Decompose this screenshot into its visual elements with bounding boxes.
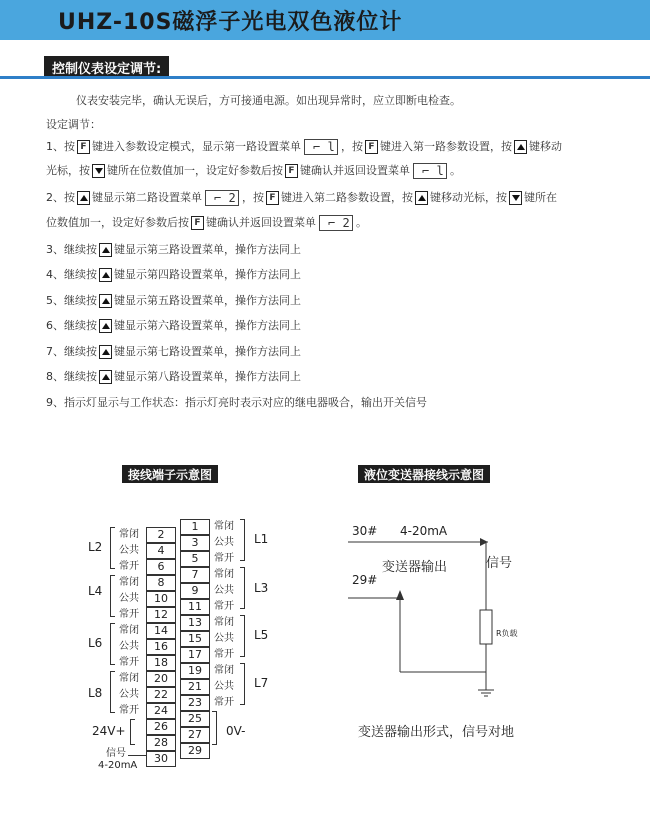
terminal-8: 8	[146, 575, 176, 591]
terminal-10: 10	[146, 591, 176, 607]
relay-label-no: 常开	[214, 697, 234, 708]
relay-label-no: 常开	[214, 553, 234, 564]
step-4: 4、继续按 键显示第四路设置菜单，操作方法同上	[46, 268, 301, 281]
signal-lead	[128, 755, 146, 756]
terminal-26: 26	[146, 719, 176, 735]
up-key-icon	[99, 370, 112, 384]
terminal-30: 30	[146, 751, 176, 767]
group-label-l8: L8	[88, 686, 103, 700]
terminal-29: 29	[180, 743, 210, 759]
relay-label-com: 公共	[119, 641, 139, 652]
signal-range-label: 4-20mA	[98, 760, 138, 771]
up-key-icon	[99, 319, 112, 333]
terminal-24: 24	[146, 703, 176, 719]
step-1-line-1: 1、按 F 键进入参数设定模式，显示第一路设置菜单 ⌐ l ，按 F 键进入第一路参数设置，按 键移动	[46, 140, 562, 154]
relay-label-nc: 常闭	[214, 569, 234, 580]
relay-label-no: 常开	[119, 705, 139, 716]
group-label-l6: L6	[88, 636, 103, 650]
terminal-23: 23	[180, 695, 210, 711]
display-menu-1: ⌐ l	[413, 163, 447, 179]
intro-text: 仪表安装完毕，确认无误后，方可接通电源。如出现异常时，应立即断电检查。	[76, 94, 461, 107]
group-label-l4: L4	[88, 584, 103, 598]
bracket-l5	[240, 615, 245, 657]
relay-label-com: 公共	[119, 545, 139, 556]
terminal-17: 17	[180, 647, 210, 663]
relay-label-nc: 常闭	[214, 617, 234, 628]
relay-label-com: 公共	[119, 689, 139, 700]
section-heading: 控制仪表设定调节:	[44, 56, 169, 76]
transmitter-output-label: 变送器输出	[382, 560, 448, 575]
bracket-l6	[110, 623, 115, 665]
terminal-13: 13	[180, 615, 210, 631]
f-key: F	[365, 140, 378, 154]
relay-label-nc: 常闭	[214, 521, 234, 532]
group-label-l7: L7	[254, 676, 269, 690]
step-2-line-1: 2、按 键显示第二路设置菜单 ⌐ 2 ，按 F 键进入第二路参数设置，按 键移动光标，按 键所在	[46, 191, 557, 205]
bracket-l7	[240, 663, 245, 705]
terminal-28: 28	[146, 735, 176, 751]
relay-label-nc: 常闭	[119, 673, 139, 684]
relay-label-nc: 常闭	[119, 577, 139, 588]
down-key-icon	[509, 191, 522, 205]
terminal-29-label: 29#	[352, 573, 378, 587]
terminal-4: 4	[146, 543, 176, 559]
relay-label-com: 公共	[214, 585, 234, 596]
terminal-14: 14	[146, 623, 176, 639]
up-key-icon	[514, 140, 527, 154]
terminal-2: 2	[146, 527, 176, 543]
relay-label-no: 常开	[119, 561, 139, 572]
current-range-label: 4-20mA	[400, 524, 448, 538]
step-3: 3、继续按 键显示第三路设置菜单，操作方法同上	[46, 243, 301, 256]
up-key-icon	[99, 268, 112, 282]
terminal-21: 21	[180, 679, 210, 695]
relay-label-no: 常开	[119, 657, 139, 668]
display-menu-1: ⌐ l	[304, 139, 338, 155]
bracket-l3	[240, 567, 245, 609]
relay-label-no: 常开	[214, 601, 234, 612]
terminal-12: 12	[146, 607, 176, 623]
terminal-1: 1	[180, 519, 210, 535]
up-key-icon	[77, 191, 90, 205]
f-key: F	[266, 191, 279, 205]
setup-label: 设定调节：	[46, 118, 101, 131]
signal-output-label: 信号	[486, 556, 513, 571]
page-title: UHZ-10S磁浮子光电双色液位计	[58, 10, 403, 35]
load-resistor-label: R负载	[496, 629, 518, 638]
terminal-9: 9	[180, 583, 210, 599]
display-menu-2: ⌐ 2	[205, 190, 239, 206]
down-key-icon	[92, 164, 105, 178]
group-label-l2: L2	[88, 540, 103, 554]
signal-label: 信号	[106, 748, 126, 759]
terminal-30-label: 30#	[352, 524, 378, 538]
relay-label-nc: 常闭	[119, 529, 139, 540]
up-key-icon	[415, 191, 428, 205]
step-7: 7、继续按 键显示第七路设置菜单，操作方法同上	[46, 345, 301, 358]
display-menu-2: ⌐ 2	[319, 215, 353, 231]
bracket-l2	[110, 527, 115, 569]
up-key-icon	[99, 294, 112, 308]
wiring-diagram-title: 接线端子示意图	[122, 465, 218, 483]
relay-label-com: 公共	[119, 593, 139, 604]
group-label-l3: L3	[254, 581, 269, 595]
step-8: 8、继续按 键显示第八路设置菜单，操作方法同上	[46, 370, 301, 383]
bracket-l1	[240, 519, 245, 561]
step-1-line-2: 光标，按 键所在位数值加一，设定好参数后按 F 键确认并返回设置菜单 ⌐ l 。	[46, 164, 461, 178]
terminal-22: 22	[146, 687, 176, 703]
power-plus-label: 24V+	[92, 724, 126, 738]
f-key: F	[285, 164, 298, 178]
terminal-7: 7	[180, 567, 210, 583]
f-key: F	[191, 216, 204, 230]
relay-label-no: 常开	[119, 609, 139, 620]
power-minus-label: 0V-	[226, 724, 246, 738]
terminal-20: 20	[146, 671, 176, 687]
bracket-l4	[110, 575, 115, 617]
transmitter-diagram-title: 液位变送器接线示意图	[358, 465, 490, 483]
terminal-3: 3	[180, 535, 210, 551]
f-key: F	[77, 140, 90, 154]
step-5: 5、继续按 键显示第五路设置菜单，操作方法同上	[46, 294, 301, 307]
terminal-16: 16	[146, 639, 176, 655]
relay-label-nc: 常闭	[214, 665, 234, 676]
up-key-icon	[99, 243, 112, 257]
terminal-27: 27	[180, 727, 210, 743]
up-key-icon	[99, 345, 112, 359]
terminal-19: 19	[180, 663, 210, 679]
terminal-18: 18	[146, 655, 176, 671]
step-6: 6、继续按 键显示第六路设置菜单，操作方法同上	[46, 319, 301, 332]
group-label-l1: L1	[254, 532, 269, 546]
bracket-power-minus	[212, 711, 217, 745]
terminal-5: 5	[180, 551, 210, 567]
terminal-25: 25	[180, 711, 210, 727]
terminal-11: 11	[180, 599, 210, 615]
bracket-l8	[110, 671, 115, 713]
transmitter-circuit	[340, 510, 540, 700]
relay-label-nc: 常闭	[119, 625, 139, 636]
group-label-l5: L5	[254, 628, 269, 642]
transmitter-caption: 变送器输出形式，信号对地	[358, 725, 515, 740]
relay-label-com: 公共	[214, 681, 234, 692]
relay-label-no: 常开	[214, 649, 234, 660]
step-9: 9、指示灯显示与工作状态：指示灯亮时表示对应的继电器吸合，输出开关信号	[46, 396, 427, 409]
step-2-line-2: 位数值加一，设定好参数后按 F 键确认并返回设置菜单 ⌐ 2 。	[46, 216, 367, 230]
relay-label-com: 公共	[214, 633, 234, 644]
relay-label-com: 公共	[214, 537, 234, 548]
terminal-15: 15	[180, 631, 210, 647]
terminal-6: 6	[146, 559, 176, 575]
bracket-power-plus	[130, 719, 135, 745]
